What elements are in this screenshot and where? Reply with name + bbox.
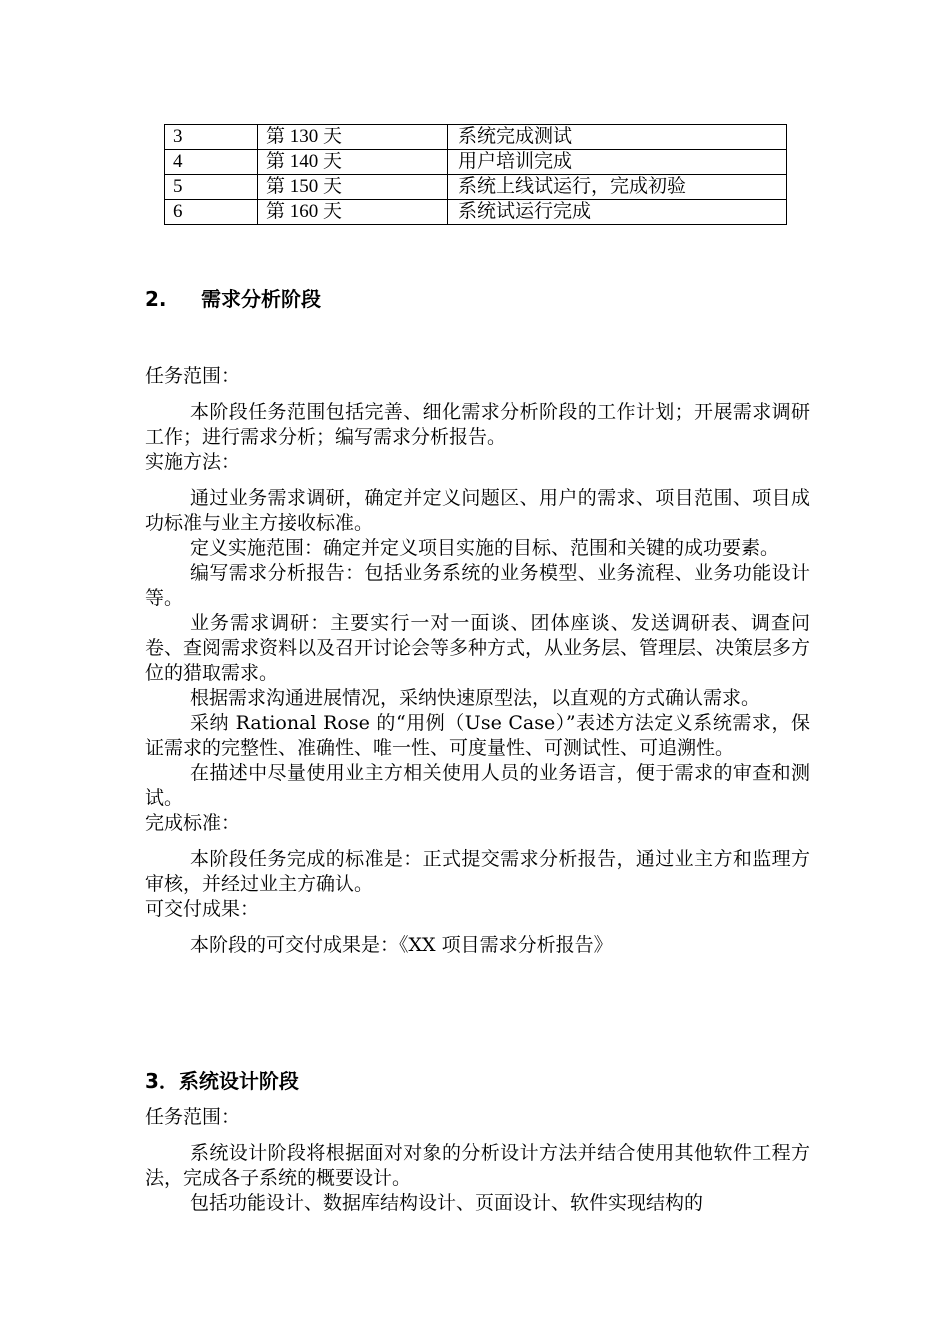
schedule-table [164, 124, 787, 225]
section-2-number: 2. [145, 287, 167, 311]
row-number-cell: 5 [165, 175, 258, 200]
schedule-table-body [165, 125, 787, 225]
method-paragraph: 通过业务需求调研，确定并定义问题区、用户的需求、项目范围、项目成功标准与业主方接收标准。 [145, 487, 810, 534]
milestone-cell: 系统完成测试 [448, 125, 787, 150]
method-paragraph: 编写需求分析报告：包括业务系统的业务模型、业务流程、业务功能设计等。 [145, 562, 810, 609]
milestone-cell: 系统上线试运行，完成初验 [448, 175, 787, 200]
standard-label: 完成标准： [145, 812, 241, 834]
section-2-heading [145, 285, 321, 313]
scope-label: 任务范围： [145, 1106, 241, 1128]
row-number-cell: 3 [165, 125, 258, 150]
day-cell: 第 150 天 [258, 175, 448, 200]
row-number-cell: 4 [165, 150, 258, 175]
deliverable-label: 可交付成果： [145, 898, 260, 920]
section-2-title: 需求分析阶段 [201, 287, 321, 311]
day-cell: 第 160 天 [258, 200, 448, 225]
method-paragraph: 根据需求沟通进展情况，采纳快速原型法，以直观的方式确认需求。 [190, 687, 761, 709]
milestone-cell: 用户培训完成 [448, 150, 787, 175]
table-row [165, 200, 787, 225]
design-paragraph: 系统设计阶段将根据面对对象的分析设计方法并结合使用其他软件工程方法，完成各子系统的概要设计。 [145, 1142, 810, 1189]
method-paragraph: 在描述中尽量使用业主方相关使用人员的业务语言，便于需求的审查和测试。 [145, 762, 810, 809]
table-row [165, 150, 787, 175]
scope-label: 任务范围： [145, 365, 241, 387]
section-3-heading [145, 1067, 299, 1095]
milestone-cell: 系统试运行完成 [448, 200, 787, 225]
scope-paragraph: 本阶段任务范围包括完善、细化需求分析阶段的工作计划；开展需求调研工作；进行需求分析；编写需求分析报告。 [145, 401, 810, 448]
section-3-number: 3． [145, 1069, 179, 1093]
method-paragraph: 业务需求调研：主要实行一对一面谈、团体座谈、发送调研表、调查问卷、查阅需求资料以及召开讨论会等多种方式，从业务层、管理层、决策层多方位的猎取需求。 [145, 612, 811, 684]
design-paragraph: 包括功能设计、数据库结构设计、页面设计、软件实现结构的 [190, 1192, 704, 1214]
section-3-body [145, 1105, 810, 1216]
row-number-cell: 6 [165, 200, 258, 225]
method-paragraph: 采纳 Rational Rose 的“用例（Use Case）”表述方法定义系统需求，保证需求的完整性、准确性、唯一性、可度量性、可测试性、可追溯性。 [145, 712, 810, 759]
section-2-body [145, 364, 810, 958]
table-row [165, 125, 787, 150]
standard-paragraph: 本阶段任务完成的标准是：正式提交需求分析报告，通过业主方和监理方审核，并经过业主方确认。 [145, 848, 810, 895]
deliverable-paragraph: 本阶段的可交付成果是：《XX 项目需求分析报告》 [190, 934, 613, 956]
method-paragraph: 定义实施范围：确定并定义项目实施的目标、范围和关键的成功要素。 [190, 537, 780, 559]
table-row [165, 175, 787, 200]
section-3-title: 系统设计阶段 [178, 1069, 299, 1093]
method-label: 实施方法： [145, 451, 241, 473]
day-cell: 第 140 天 [258, 150, 448, 175]
day-cell: 第 130 天 [258, 125, 448, 150]
